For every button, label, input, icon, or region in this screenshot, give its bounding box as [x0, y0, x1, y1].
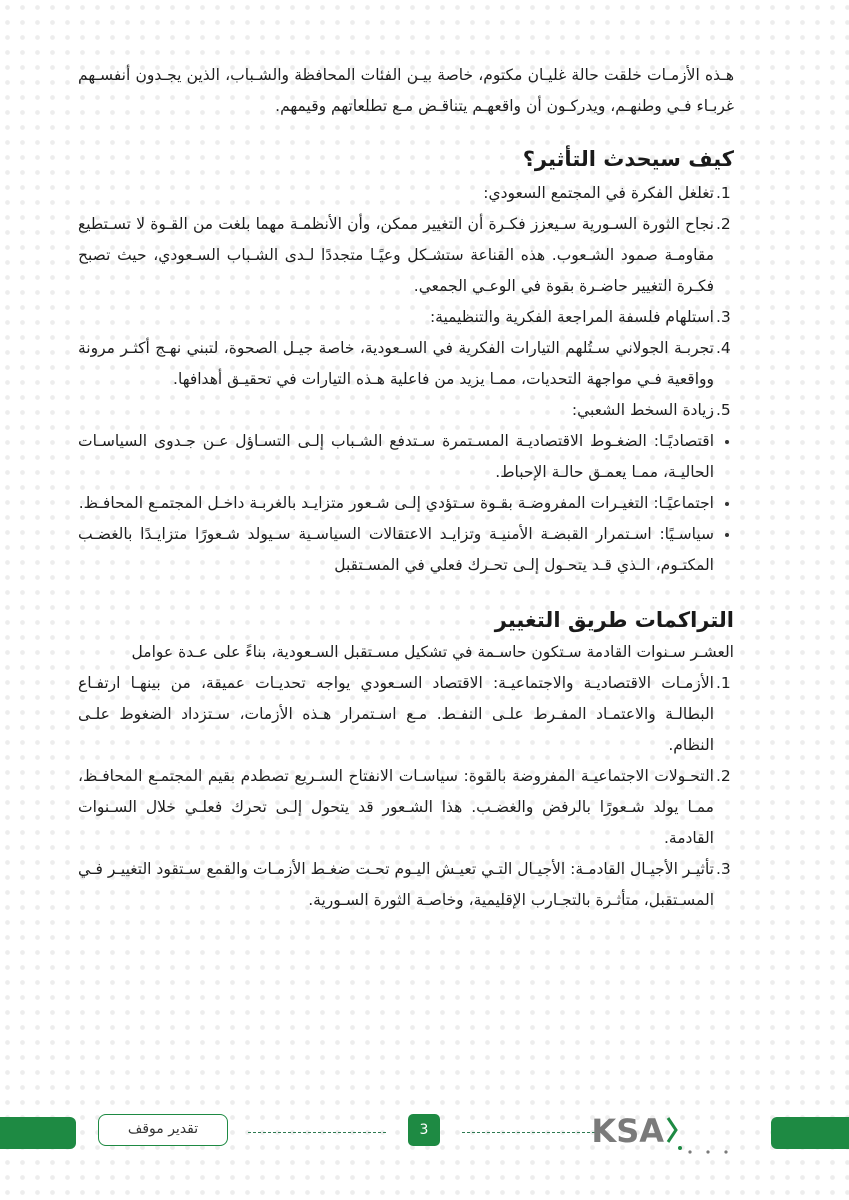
- item-text: تجربـة الجولاني سـتُلهم التيارات الفكرية في السـعودية، خاصة جيـل الصحوة، لتبني نهـج أكثـر مرونة وواقعية فـي مواجهة التحديات، ممـا يزيد من فاعلية هـذه التيارات في تحقيـق أهدافها.: [78, 339, 714, 388]
- item-text: تأثيـر الأجيـال القادمـة: الأجيـال التـي تعيـش اليـوم تحـت ضغـط الأزمـات والقمع سـتقود التغييـر فـي المسـتقبل، متأثـرة بالتجـارب الإقليمية، وخاصـة الثورة السـورية.: [78, 860, 714, 909]
- list-item: [78, 178, 734, 209]
- list-item: [78, 668, 734, 761]
- section-heading-influence: كيف سيحدث التأثير؟: [522, 147, 734, 171]
- document-type-label: تقدير موقف: [98, 1114, 228, 1146]
- list-item: [78, 854, 734, 916]
- item-number: .3: [716, 860, 731, 878]
- item-number: .3: [716, 308, 731, 326]
- item-text: استلهام فلسفة المراجعة الفكرية والتنظيمية:: [429, 308, 714, 326]
- item-text: الأزمـات الاقتصاديـة والاجتماعيـة: الاقتصاد السـعودي يواجه تحديـات عميقة، من بينهـا ارتفـاع البطالـة والاعتمـاد المفـرط علـى النفـط. مـع اسـتمرار هـذه الأزمات، سـتزداد الضغوط علـى النظام.: [78, 674, 714, 754]
- logo-dot-icon: [678, 1146, 682, 1150]
- item-number: .2: [716, 767, 731, 785]
- sentiment-bullets: [78, 426, 734, 581]
- ksa-logo: [591, 1108, 762, 1156]
- item-text: تغلغل الفكرة في المجتمع السعودي:: [483, 184, 714, 202]
- footer-accent-right: [771, 1117, 849, 1149]
- list-item: [78, 395, 734, 426]
- list-item: [78, 333, 734, 395]
- list-item: [78, 302, 734, 333]
- page-footer: [0, 1100, 849, 1160]
- item-number: .2: [716, 215, 731, 233]
- item-number: .1: [716, 184, 731, 202]
- item-text: نجاح الثورة السـورية سـيعزز فكـرة أن التغيير ممكن، وأن الأنظمـة مهما بلغت من القـوة لا تسـتطيع مقاومـة صمود الشـعوب. هذه القناعة ستشـكل وعيًـا متجددًا لـدى الشـباب السـعودي، حيث تصبح فكـرة التغيير حاضـرة بقوة في الوعـي الجمعي.: [78, 215, 714, 295]
- item-number: .5: [716, 401, 731, 419]
- logo-dot-icon: [706, 1150, 709, 1153]
- bullet-economic: اقتصاديًـا: الضغـوط الاقتصاديـة المسـتمرة سـتدفع الشـباب إلـى التسـاؤل عـن جـدوى السياسـات الحاليـة، ممـا يعمـق حالـة الإحباط.: [78, 426, 734, 488]
- accumulations-list: [78, 668, 734, 916]
- intro-paragraph: هـذه الأزمـات خلقت حالة غليـان مكتوم، خاصة بيـن الفئات المحافظة والشـباب، الذين يجـدون أنفسـهم غربـاء فـي وطنهـم، ويدركـون أن واقعهـم يتناقـض مـع تطلعاتهم وقيمهم.: [78, 66, 734, 115]
- item-number: .1: [716, 674, 731, 692]
- accumulations-intro: العشـر سـنوات القادمة سـتكون حاسـمة في تشكيل مسـتقبل السـعودية، بناءً على عـدة عوامل: [131, 643, 734, 661]
- bullet-social: اجتماعيًـا: التغيـرات المفروضـة بقـوة سـتؤدي إلـى شـعور متزايـد بالغربـة داخـل المجتمـع المحافـظ.: [78, 488, 734, 519]
- page-number: 3: [408, 1114, 440, 1146]
- footer-accent-left: [0, 1117, 76, 1149]
- section-heading-accumulations: التراكمات طريق التغيير: [494, 608, 734, 632]
- bullet-political: سياسـيًا: اسـتمرار القبضـة الأمنيـة وتزايـد الاعتقالات السياسـية سـيولد شـعورًا متزايـدًا بالغضـب المكتـوم، الـذي قـد يتحـول إلـى تحـرك فعلي في المسـتقبل: [78, 519, 734, 581]
- item-text: التحـولات الاجتماعيـة المفروضة بالقوة: سياسـات الانفتاح السـريع تصطدم بقيم المجتمـع المحافـظ، ممـا يولد شـعورًا بالرفض والغضـب. هذا الشـعور قد يتحول إلـى تحرك فعلـي خلال السـنوات القادمة.: [78, 767, 714, 847]
- logo-wordmark: KSA: [591, 1112, 664, 1150]
- item-number: .4: [716, 339, 731, 357]
- influence-list: [78, 178, 734, 426]
- footer-divider-left: [248, 1132, 386, 1133]
- logo-accent-stroke: [668, 1118, 676, 1142]
- logo-dot-icon: [688, 1150, 691, 1153]
- list-item: [78, 761, 734, 854]
- footer-divider-right: [462, 1132, 600, 1133]
- page-content: [78, 60, 734, 916]
- logo-dot-icon: [724, 1150, 727, 1153]
- list-item: [78, 209, 734, 302]
- item-text: زيادة السخط الشعبي:: [571, 401, 714, 419]
